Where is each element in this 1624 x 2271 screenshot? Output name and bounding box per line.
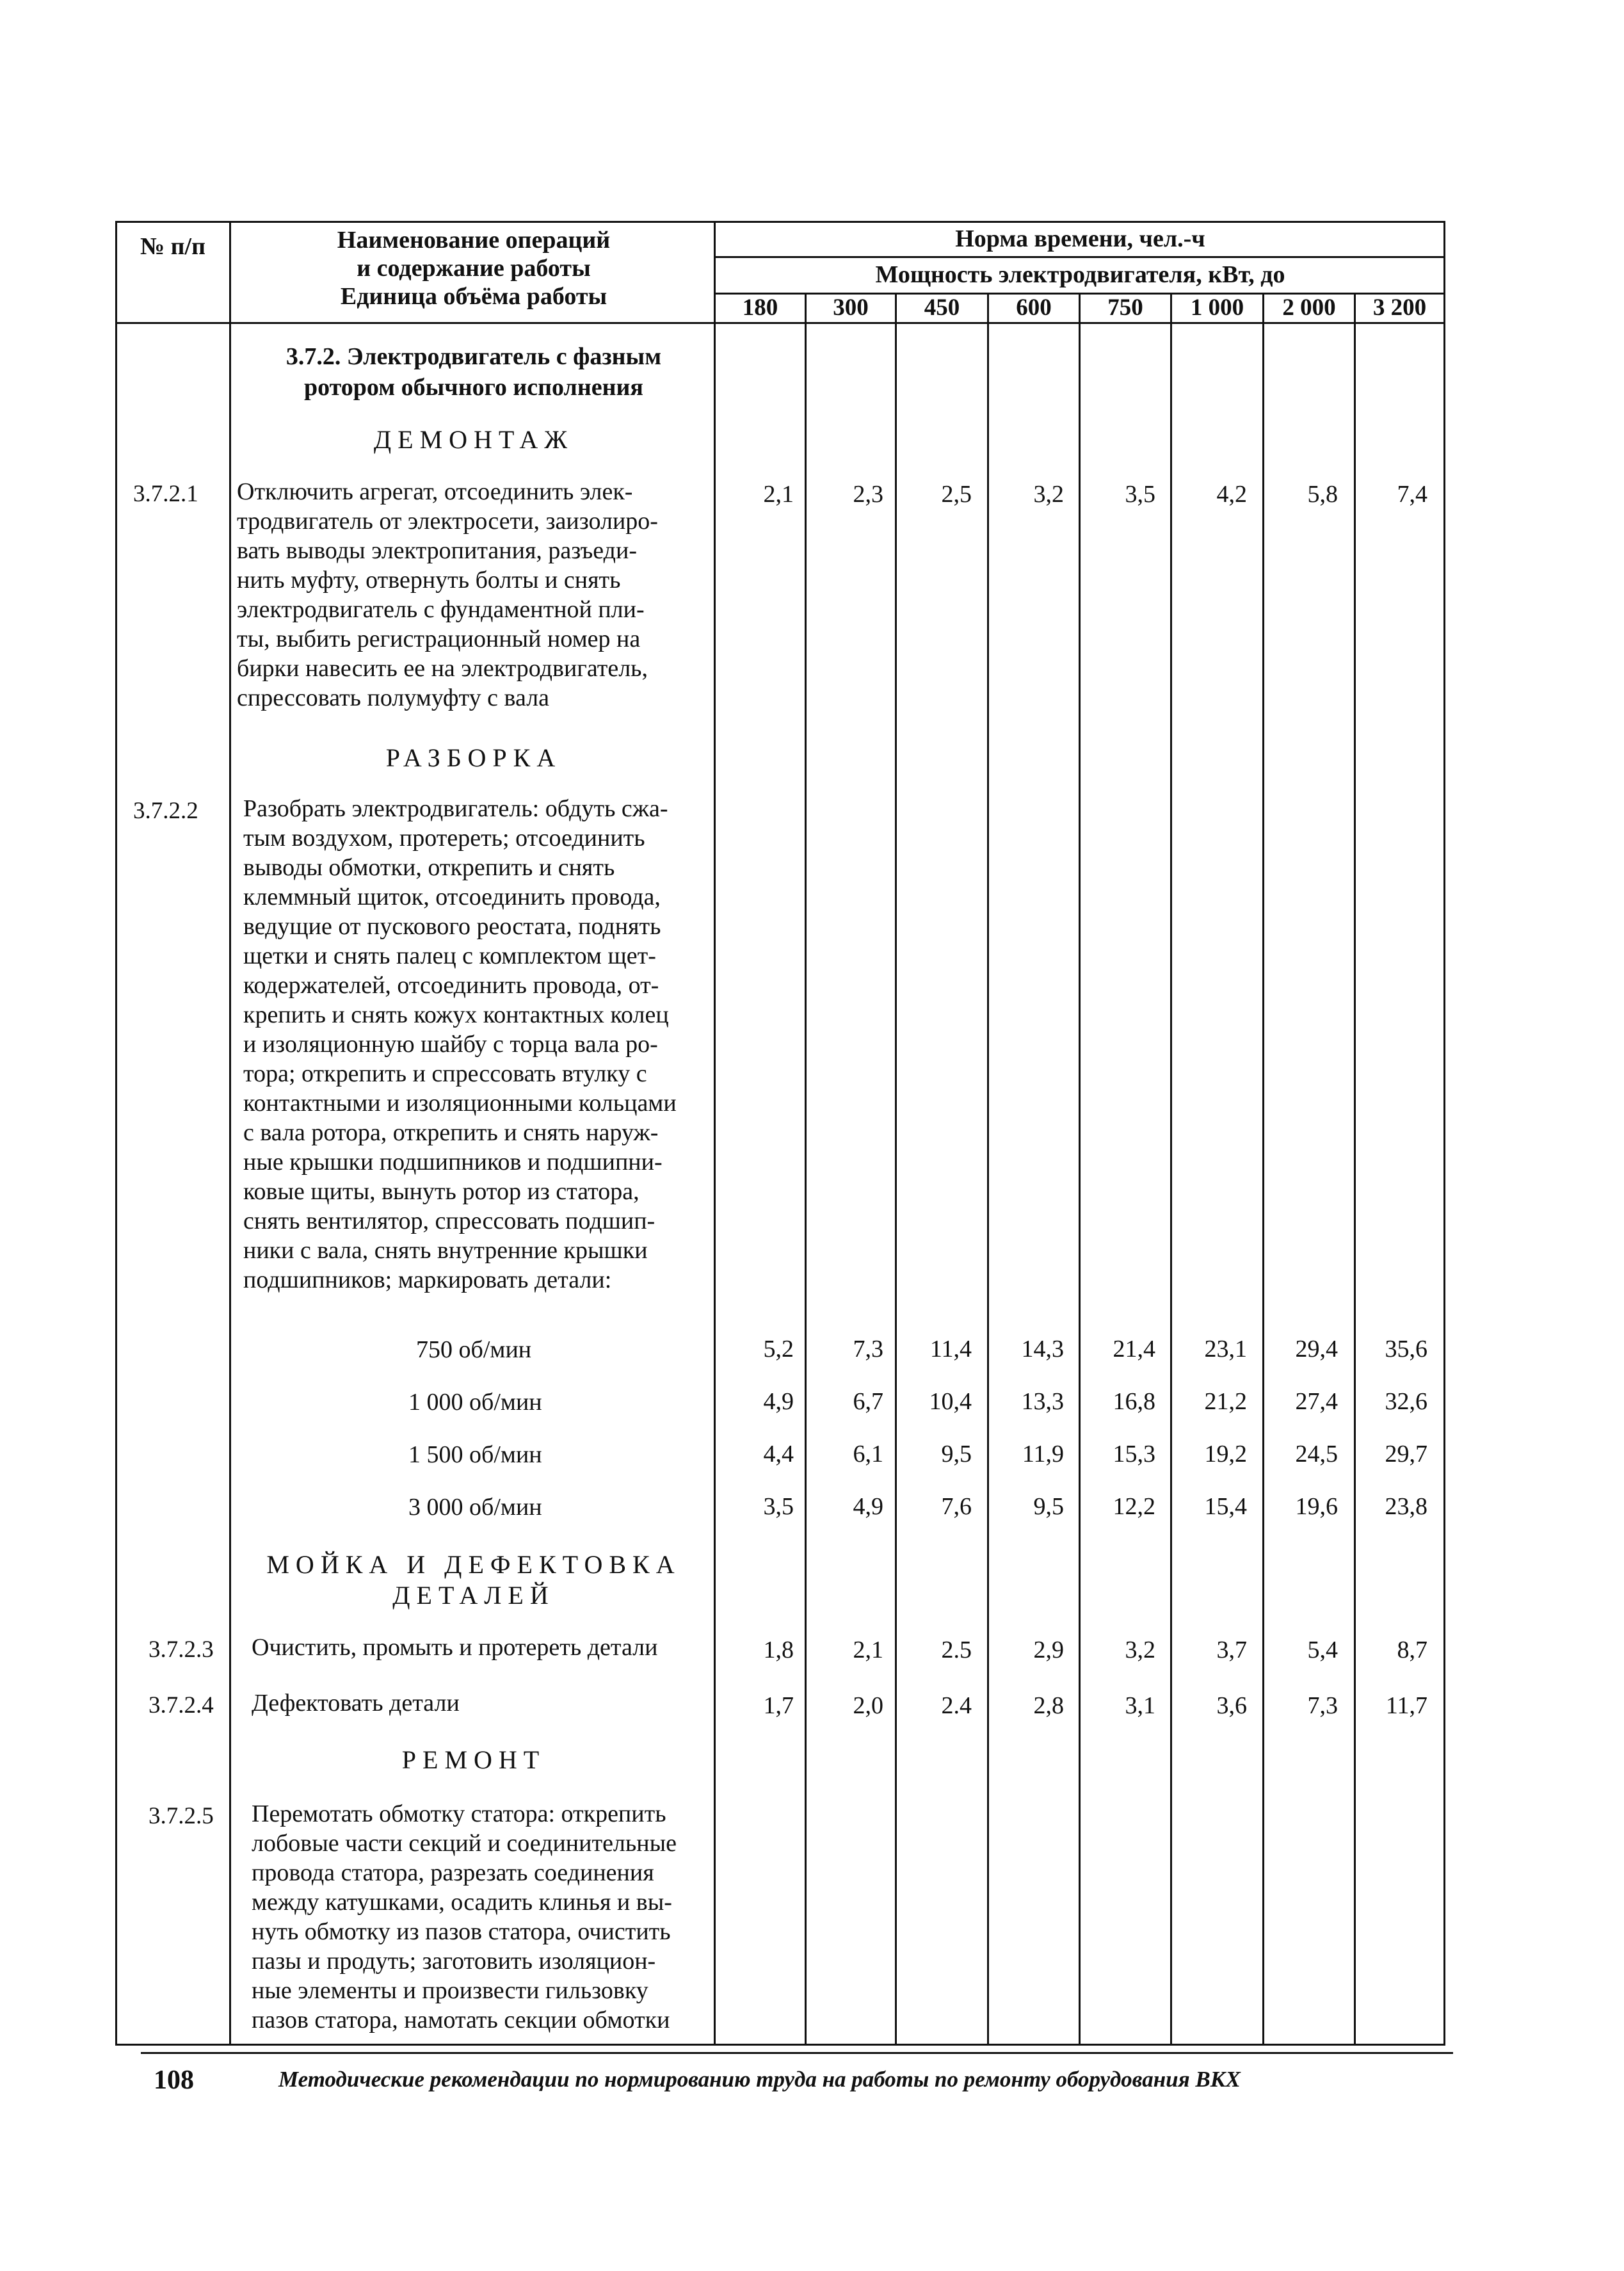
- row-number: 3.7.2.2: [133, 798, 198, 824]
- power-column-header: 600: [1016, 295, 1052, 321]
- value-cell: 12,2: [1113, 1493, 1155, 1520]
- text-line: подшипников; маркировать детали:: [243, 1266, 612, 1293]
- text-line: тродвигатель от электросети, заизолиро-: [237, 508, 658, 535]
- header-name-line: и содержание работы: [357, 255, 591, 282]
- value-cell: 15,4: [1204, 1493, 1247, 1520]
- value-cell: 1,8: [763, 1637, 794, 1663]
- text-line: пазов статора, намотать секции обмотки: [252, 2007, 670, 2033]
- value-cell: 4,9: [853, 1493, 883, 1520]
- row-number: 3.7.2.5: [149, 1803, 214, 1829]
- power-column-header: 180: [742, 295, 778, 321]
- text-line: клеммный щиток, отсоединить провода,: [243, 884, 661, 910]
- value-cell: 2.4: [941, 1692, 972, 1719]
- value-cell: 3,2: [1125, 1637, 1155, 1663]
- section-title: [237, 341, 711, 403]
- value-cell: 3,2: [1033, 481, 1064, 508]
- text-line: Разобрать электродвигатель: обдуть сжа-: [243, 795, 668, 822]
- value-cell: 11,4: [929, 1336, 972, 1362]
- text-line: электродвигатель с фундаментной пли-: [237, 596, 645, 623]
- group-heading-line: МОЙКА И ДЕФЕКТОВКА: [266, 1550, 681, 1579]
- text-line: ники с вала, снять внутренние крышки: [243, 1237, 648, 1264]
- value-cell: 2,0: [853, 1692, 883, 1719]
- text-line: тым воздухом, протереть; отсоединить: [243, 825, 645, 852]
- text-line: щетки и снять палец с комплектом щет-: [243, 942, 656, 969]
- subrow-label: 1 000 об/мин: [408, 1389, 542, 1416]
- header-norm: Норма времени, чел.-ч: [955, 225, 1205, 252]
- text-line: контактными и изоляционными кольцами: [243, 1090, 677, 1117]
- power-column-header: 1 000: [1190, 295, 1244, 321]
- text-line: спрессовать полумуфту с вала: [237, 684, 549, 711]
- text-line: между катушками, осадить клинья и вы-: [252, 1889, 672, 1916]
- value-cell: 7,6: [941, 1493, 972, 1520]
- column-divider: [1262, 293, 1264, 2046]
- column-divider: [1170, 293, 1172, 2046]
- column-divider: [714, 221, 716, 2046]
- group-heading-washing: [237, 1549, 711, 1611]
- header-name: [237, 226, 711, 311]
- value-cell: 11,9: [1022, 1441, 1064, 1467]
- subrow-label: 750 об/мин: [416, 1336, 532, 1363]
- value-cell: 7,3: [1307, 1692, 1338, 1719]
- header-no: [122, 232, 224, 261]
- footer-rule: [141, 2052, 1453, 2054]
- power-column-header: 2 000: [1282, 295, 1336, 321]
- value-cell: 16,8: [1113, 1388, 1155, 1415]
- header-power: Мощность электродвигателя, кВт, до: [875, 261, 1285, 288]
- value-cell: 35,6: [1385, 1336, 1427, 1362]
- group-heading-disassembly: РАЗБОРКА: [385, 743, 562, 772]
- page-number: 108: [154, 2065, 194, 2095]
- header-name-line: Наименование операций: [337, 227, 611, 254]
- text-line: кодержателей, отсоединить провода, от-: [243, 972, 659, 999]
- group-heading-line: ДЕТАЛЕЙ: [392, 1581, 555, 1610]
- text-line: с вала ротора, открепить и снять наруж-: [243, 1119, 659, 1146]
- value-cell: 4,4: [763, 1441, 794, 1467]
- value-cell: 6,7: [853, 1388, 883, 1415]
- value-cell: 32,6: [1385, 1388, 1427, 1415]
- text-line: тора; открепить и спрессовать втулку с: [243, 1060, 647, 1087]
- text-line: ведущие от пускового реостата, поднять: [243, 913, 661, 940]
- value-cell: 2,9: [1033, 1637, 1064, 1663]
- value-cell: 3,1: [1125, 1692, 1155, 1719]
- text-line: крепить и снять кожух контактных колец: [243, 1001, 669, 1028]
- header-divider: [714, 256, 1445, 258]
- power-column-header: 300: [833, 295, 869, 321]
- value-cell: 21,2: [1204, 1388, 1247, 1415]
- text-line: ные крышки подшипников и подшипни-: [243, 1149, 663, 1176]
- value-cell: 4,2: [1216, 481, 1247, 508]
- text-line: ковые щиты, вынуть ротор из статора,: [243, 1178, 639, 1205]
- text-line: лобовые части секций и соединительные: [252, 1830, 677, 1857]
- value-cell: 2,1: [853, 1637, 883, 1663]
- text-line: Очистить, промыть и протереть детали: [252, 1634, 658, 1661]
- text-line: снять вентилятор, спрессовать подшип-: [243, 1208, 655, 1234]
- value-cell: 23,1: [1204, 1336, 1247, 1362]
- subrow-label: 1 500 об/мин: [408, 1441, 542, 1468]
- footer-text: Методические рекомендации по нормированию труда на работы по ремонту оборудования ВКХ: [278, 2067, 1241, 2092]
- table-border-right: [1443, 221, 1445, 2046]
- table-border-top: [115, 221, 1445, 223]
- text-line: Дефектовать детали: [252, 1690, 460, 1717]
- value-cell: 1,7: [763, 1692, 794, 1719]
- value-cell: 23,8: [1385, 1493, 1427, 1520]
- value-cell: 29,7: [1385, 1441, 1427, 1467]
- value-cell: 5,4: [1307, 1637, 1338, 1663]
- row-number: 3.7.2.3: [149, 1637, 214, 1663]
- value-cell: 7,4: [1397, 481, 1427, 508]
- value-cell: 2,8: [1033, 1692, 1064, 1719]
- subrow-label: 3 000 об/мин: [408, 1494, 542, 1521]
- value-cell: 4,9: [763, 1388, 794, 1415]
- text-line: нить муфту, отвернуть болты и снять: [237, 567, 621, 594]
- header-no-label: № п/п: [140, 233, 206, 260]
- value-cell: 3,6: [1216, 1692, 1247, 1719]
- value-cell: 24,5: [1295, 1441, 1338, 1467]
- power-column-header: 750: [1107, 295, 1143, 321]
- value-cell: 19,6: [1295, 1493, 1338, 1520]
- row-number: 3.7.2.1: [133, 481, 198, 507]
- text-line: ты, выбить регистрационный номер на: [237, 626, 641, 652]
- value-cell: 5,2: [763, 1336, 794, 1362]
- value-cell: 3,5: [763, 1493, 794, 1520]
- column-divider: [1354, 293, 1356, 2046]
- row-description: [243, 794, 711, 1295]
- group-heading-dismount: ДЕМОНТАЖ: [373, 425, 574, 454]
- row-description: [252, 1633, 712, 1662]
- value-cell: 13,3: [1021, 1388, 1064, 1415]
- value-cell: 6,1: [853, 1441, 883, 1467]
- power-column-header: 450: [924, 295, 960, 321]
- column-divider: [987, 293, 989, 2046]
- value-cell: 3,5: [1125, 481, 1155, 508]
- column-divider: [895, 293, 897, 2046]
- text-line: провода статора, разрезать соединения: [252, 1859, 654, 1886]
- column-divider: [1079, 293, 1081, 2046]
- section-title-line: 3.7.2. Электродвигатель с фазным: [285, 343, 662, 370]
- text-line: бирки навесить ее на электродвигатель,: [237, 655, 648, 682]
- value-cell: 2,3: [853, 481, 883, 508]
- section-title-line: ротором обычного исполнения: [304, 374, 643, 401]
- value-cell: 10,4: [929, 1388, 972, 1415]
- text-line: вать выводы электропитания, разъеди-: [237, 537, 637, 564]
- value-cell: 15,3: [1113, 1441, 1155, 1467]
- table-border-bottom: [115, 2044, 1445, 2046]
- value-cell: 7,3: [853, 1336, 883, 1362]
- value-cell: 2,5: [941, 481, 972, 508]
- text-line: пазы и продуть; заготовить изоляцион-: [252, 1948, 656, 1975]
- value-cell: 27,4: [1295, 1388, 1338, 1415]
- value-cell: 14,3: [1021, 1336, 1064, 1362]
- value-cell: 8,7: [1397, 1637, 1427, 1663]
- table-border-left: [115, 221, 117, 2046]
- value-cell: 3,7: [1216, 1637, 1247, 1663]
- header-name-line: Единица объёма работы: [340, 283, 607, 310]
- value-cell: 5,8: [1307, 481, 1338, 508]
- value-cell: 9,5: [941, 1441, 972, 1467]
- value-cell: 21,4: [1113, 1336, 1155, 1362]
- row-description: [237, 477, 711, 713]
- row-number: 3.7.2.4: [149, 1692, 214, 1718]
- text-line: нуть обмотку из пазов статора, очистить: [252, 1918, 671, 1945]
- value-cell: 11,7: [1385, 1692, 1427, 1719]
- value-cell: 2.5: [941, 1637, 972, 1663]
- column-divider: [805, 293, 807, 2046]
- value-cell: 9,5: [1033, 1493, 1064, 1520]
- value-cell: 2,1: [763, 481, 794, 508]
- text-line: и изоляционную шайбу с торца вала ро-: [243, 1031, 658, 1058]
- text-line: Перемотать обмотку статора: открепить: [252, 1800, 666, 1827]
- text-line: Отключить агрегат, отсоединить элек-: [237, 478, 633, 505]
- row-description: [252, 1799, 712, 2035]
- row-description: [252, 1688, 712, 1718]
- group-heading-repair: РЕМОНТ: [401, 1745, 546, 1774]
- power-column-header: 3 200: [1372, 295, 1427, 321]
- text-line: выводы обмотки, открепить и снять: [243, 854, 615, 881]
- norms-table: [115, 221, 1453, 2046]
- column-divider: [229, 221, 231, 2046]
- text-line: ные элементы и произвести гильзовку: [252, 1977, 648, 2004]
- value-cell: 29,4: [1295, 1336, 1338, 1362]
- value-cell: 19,2: [1204, 1441, 1247, 1467]
